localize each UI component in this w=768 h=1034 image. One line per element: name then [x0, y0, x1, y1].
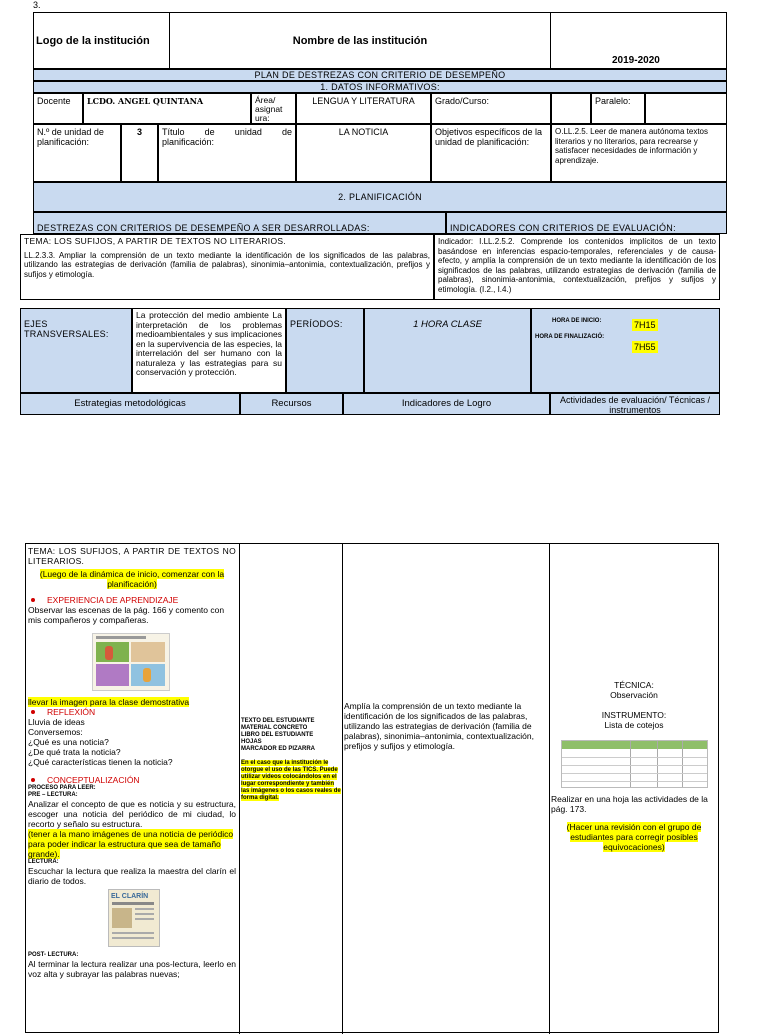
- hora-fin-label: HORA DE FINALIZACIÓ:: [535, 334, 605, 340]
- indicador-logro: Amplía la comprensión de un texto mediante la identificación de los significados de las palabras, utilizando las estrategias de derivación (familia de palabras), sinonimia–antonimia, contextualización, prefijos y sufijos y etimología.: [344, 701, 534, 751]
- postlectura-text: Al terminar la lectura realizar una pos-lectura, leerlo en voz alta y subrayar las palabras nuevas;: [28, 959, 236, 979]
- logo-label: Logo de la institución: [36, 35, 150, 47]
- nota-inicio: (Luego de la dinámica de inicio, comenzar con la planificación): [39, 569, 225, 589]
- actividad-text: Realizar en una hoja las actividades de la pág. 173.: [551, 794, 708, 814]
- lectura-text: Escuchar la lectura que realiza la maestra del clarín el diario de todos.: [28, 866, 236, 886]
- school-year: 2019-2020: [612, 55, 660, 66]
- question-2: ¿De qué trata la noticia?: [28, 747, 121, 757]
- conversemos-text: Conversemos:: [28, 727, 83, 737]
- horario-cell: [531, 308, 720, 393]
- titulo-value: LA NOTICIA: [296, 124, 431, 182]
- col-estrategias: Estrategias metodológicas: [20, 393, 240, 415]
- evaluacion-cell: [551, 680, 717, 852]
- periodos-label: PERÍODOS:: [286, 308, 364, 393]
- lluvia-text: Lluvia de ideas: [28, 717, 85, 727]
- institution-header: [33, 12, 727, 69]
- tecnica-value: Observación: [610, 690, 658, 700]
- recursos-cell: [241, 718, 341, 802]
- instrumento-label: INSTRUMENTO:: [601, 710, 667, 720]
- hora-fin-value: 7H55: [634, 342, 656, 352]
- destrezas-header: DESTREZAS CON CRITERIOS DE DESEMPEÑO A SER DESARROLLADAS:: [33, 212, 446, 234]
- nota-imagen: llevar la imagen para la clase demostrativa: [28, 697, 190, 707]
- datos-title: 1. DATOS INFORMATIVOS:: [33, 81, 727, 93]
- docente-label: Docente: [33, 93, 83, 124]
- area-label: Área/ asignat ura:: [251, 93, 296, 124]
- titulo-label: Título de unidad de planificación:: [158, 124, 296, 182]
- conceptualizacion-heading: CONCEPTUALIZACIÓN: [47, 775, 140, 785]
- col-recursos: Recursos: [240, 393, 343, 415]
- newspaper-image: [108, 889, 160, 947]
- paralelo-value: [645, 93, 727, 124]
- paralelo-label: Paralelo:: [591, 93, 645, 124]
- objetivos-value: O.LL.2.5. Leer de manera autónoma textos literarios y no literarios, para recrearse y satisfacer necesidades de información y aprendizaje.: [551, 124, 727, 182]
- objetivos-label: Objetivos específicos de la unidad de planificación:: [431, 124, 551, 182]
- area-value: LENGUA Y LITERATURA: [296, 93, 431, 124]
- col-actividades: Actividades de evaluación/ Técnicas / instrumentos: [550, 393, 720, 415]
- recurso-item: MARCADOR ED PIZARRA: [241, 746, 315, 752]
- prelectura-text: Analizar el concepto de que es noticia y su estructura, escoger una noticia del periódico de mi ciudad, lo recorto y señalo su estructura.: [28, 799, 236, 829]
- proceso-label: PROCESO PARA LEER:: [28, 785, 96, 791]
- planificacion-title: 2. PLANIFICACIÓN: [33, 182, 727, 212]
- periodos-value: 1 HORA CLASE: [364, 308, 531, 393]
- unidad-value: 3: [121, 124, 158, 182]
- experiencia-heading: EXPERIENCIA DE APRENDIZAJE: [47, 595, 179, 605]
- hora-inicio-value: 7H15: [634, 320, 656, 330]
- prelectura-label: PRE – LECTURA:: [28, 792, 78, 798]
- question-1: ¿Qué es una noticia?: [28, 737, 109, 747]
- evaluacion-nota: (Hacer una revisión con el grupo de estudiantes para corregir posibles equivocaciones): [566, 822, 702, 852]
- plan-title: PLAN DE DESTREZAS CON CRITERIO DE DESEMPEÑO: [33, 69, 727, 81]
- unidad-label: N.º de unidad de planificación:: [33, 124, 121, 182]
- page-number: 3.: [33, 0, 41, 10]
- recursos-nota: En el caso que la institución le otorgue el uso de las TICS. Puede utilizar videos colocándolos en el lugar correspondiente y también las imágenes o los casos reales de forma digital.: [241, 760, 341, 801]
- postlectura-label: POST- LECTURA:: [28, 952, 79, 958]
- recurso-item: MATERIAL CONCRETO: [241, 725, 308, 731]
- checklist-thumbnail: [561, 740, 708, 788]
- ejes-label: EJES TRANSVERSALES:: [20, 308, 132, 393]
- institution-name: Nombre de las institución: [292, 35, 428, 47]
- recurso-item: HOJAS: [241, 739, 262, 745]
- lectura-label: LECTURA:: [28, 859, 59, 865]
- scenes-illustration: [92, 633, 170, 691]
- destreza-box: [20, 234, 434, 300]
- indicador-text: Indicador: I.LL.2.5.2. Comprende los contenidos implícitos de un texto basándose en inferencias espacio-temporales, referenciales y de causa-efecto, y amplía la comprensión de un texto mediante la identificación de los significados de las palabras, utilizando estrategias de derivación (familia de palabras), sinonimia-antonimia, contextualización, prefijos y sufijos y etimología. (I.2., I.4.): [434, 234, 720, 300]
- instrumento-value: Lista de cotejos: [604, 720, 664, 730]
- grado-value: [551, 93, 591, 124]
- destreza-text: LL.2.3.3. Ampliar la comprensión de un texto mediante la identificación de los significados de las palabras, utilizando las estrategias de derivación (familia de palabras), sinonimia–antonimia, contextualización, prefijos y sufijos y etimología.: [24, 250, 430, 279]
- newspaper-masthead: EL CLARÍN: [111, 893, 149, 900]
- tema-heading: TEMA: LOS SUFIJOS, A PARTIR DE TEXTOS NO LITERARIOS.: [24, 236, 286, 246]
- nota-noticia: (tener a la mano imágenes de una noticia de periódico para poder indicar la estructura que sea de tamaño grande).: [28, 829, 234, 859]
- experiencia-text: Observar las escenas de la pág. 166 y comento con mis compañeros y compañeras.: [28, 605, 225, 625]
- col-indicadores: Indicadores de Logro: [343, 393, 550, 415]
- indicadores-header: INDICADORES CON CRITERIOS DE EVALUACIÓN:: [446, 212, 727, 234]
- recurso-item: TEXTO DEL ESTUDIANTE: [241, 718, 315, 724]
- hora-inicio-label: HORA DE INICIO:: [552, 318, 602, 324]
- tecnica-label: TÉCNICA:: [614, 680, 654, 690]
- recurso-item: LIBRO DEL ESTUDIANTE: [241, 732, 314, 738]
- docente-value: LCDO. ANGEL QUINTANA: [83, 93, 251, 124]
- ejes-value: La protección del medio ambiente La interpretación de los problemas medioambientales y sus implicaciones en la supervivencia de las especies, la interrelación del ser humano con la naturaleza y las estrategias para su conservación y protección.: [132, 308, 286, 393]
- reflexion-heading: REFLEXIÓN: [47, 707, 96, 717]
- estrategias-cell: [28, 546, 236, 979]
- estrategias-tema: TEMA: LOS SUFIJOS, A PARTIR DE TEXTOS NO LITERARIOS.: [28, 546, 236, 566]
- question-3: ¿Qué características tienen la noticia?: [28, 757, 173, 767]
- grado-label: Grado/Curso:: [431, 93, 551, 124]
